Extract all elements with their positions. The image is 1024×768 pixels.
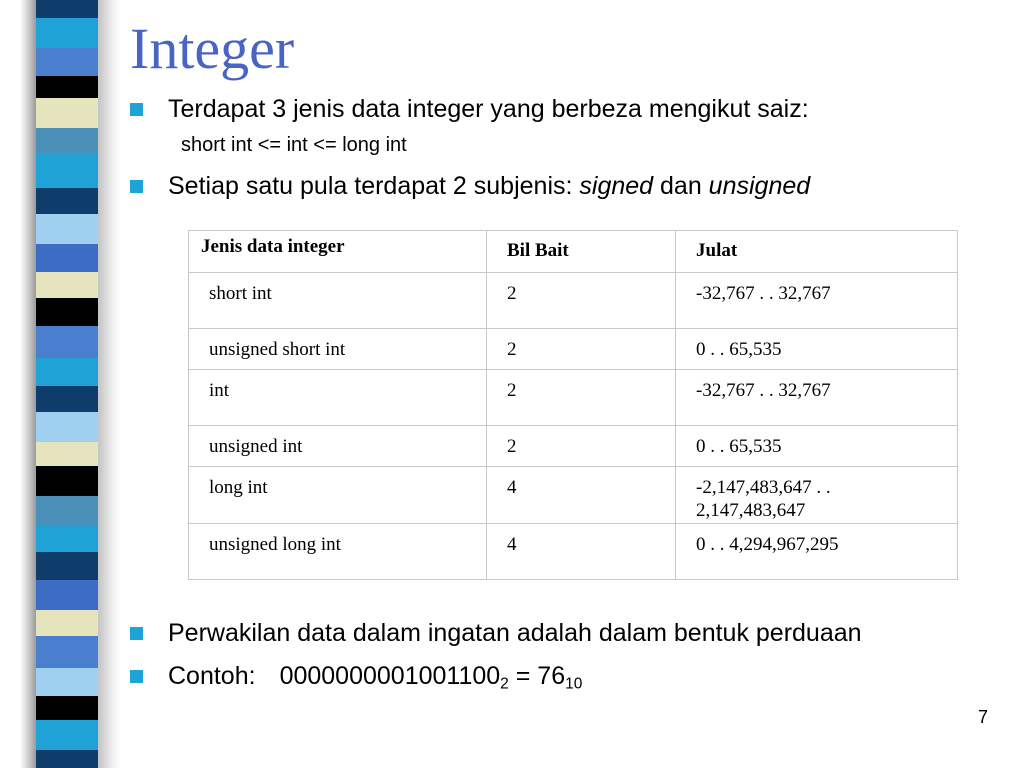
bullet-square-icon (130, 627, 143, 640)
decimal-base: 10 (565, 675, 583, 693)
strip-block (36, 18, 98, 48)
table-cell-type: unsigned int (189, 426, 487, 467)
table-cell-bytes: 2 (487, 426, 676, 467)
slide-title: Integer (130, 16, 295, 81)
table-cell-type: unsigned short int (189, 329, 487, 370)
table-header-row (189, 231, 958, 273)
strip-block (36, 272, 98, 298)
bullet-text: Setiap satu pula terdapat 2 subjenis: (168, 172, 580, 200)
bullet-text: Terdapat 3 jenis data integer yang berbeza mengikut saiz: (168, 95, 809, 123)
page-number: 7 (977, 707, 988, 727)
strip-block (36, 668, 98, 696)
strip-block (36, 526, 98, 552)
decorative-side-strip (36, 0, 98, 768)
unsigned-text: unsigned (708, 172, 811, 200)
example-label: Contoh: (168, 662, 256, 690)
strip-block (36, 696, 98, 720)
table-cell-range: 0 . . 65,535 (676, 426, 958, 467)
table-row (189, 523, 958, 579)
binary-base: 2 (500, 675, 509, 693)
header-cell-bytes: Bil Bait (487, 231, 676, 273)
bullet-square-icon (130, 670, 143, 683)
table-cell-type: short int (189, 273, 487, 329)
table-cell-bytes: 2 (487, 329, 676, 370)
strip-block (36, 580, 98, 610)
strip-block (36, 326, 98, 358)
strip-block (36, 466, 98, 496)
strip-block (36, 358, 98, 386)
table-cell-bytes: 4 (487, 523, 676, 579)
table-cell-range: 0 . . 65,535 (676, 329, 958, 370)
table-row (189, 426, 958, 467)
strip-block (36, 750, 98, 768)
strip-block (36, 636, 98, 668)
strip-block (36, 442, 98, 466)
table-cell-bytes: 2 (487, 370, 676, 426)
table-row (189, 370, 958, 426)
table-cell-bytes: 4 (487, 467, 676, 524)
bullet-square-icon (130, 103, 143, 116)
table-cell-bytes: 2 (487, 273, 676, 329)
signed-text: signed (579, 172, 654, 200)
bullet-text-connector: dan (653, 172, 709, 200)
strip-block (36, 298, 98, 326)
strip-block (36, 386, 98, 412)
strip-block (36, 610, 98, 636)
bullet-example (134, 661, 582, 691)
bullet-text: Perwakilan data dalam ingatan adalah dalam bentuk perduaan (168, 619, 862, 647)
strip-block (36, 496, 98, 526)
table-cell-type: unsigned long int (189, 523, 487, 579)
table-row (189, 467, 958, 524)
bullet-subtypes (134, 171, 810, 201)
strip-block (36, 0, 98, 18)
strip-block (36, 48, 98, 76)
strip-block (36, 552, 98, 580)
strip-block (36, 244, 98, 272)
table-row (189, 273, 958, 329)
strip-block (36, 98, 98, 128)
table-cell-type: long int (189, 467, 487, 524)
table-cell-range: -32,767 . . 32,767 (676, 370, 958, 426)
binary-value: 0000000001001100 (279, 662, 501, 690)
strip-block (36, 128, 98, 154)
bullet-square-icon (130, 180, 143, 193)
bullet-binary-representation (134, 618, 862, 648)
table-cell-type: int (189, 370, 487, 426)
strip-block (36, 412, 98, 442)
table-cell-range: 0 . . 4,294,967,295 (676, 523, 958, 579)
header-cell-type: Jenis data integer (189, 231, 487, 273)
integer-types-table (188, 230, 958, 580)
table-row (189, 329, 958, 370)
strip-block (36, 214, 98, 244)
strip-block (36, 154, 98, 188)
strip-block (36, 720, 98, 750)
strip-block (36, 188, 98, 214)
bullet-integer-types (134, 94, 809, 124)
table-cell-range: -2,147,483,647 . . 2,147,483,647 (676, 467, 958, 524)
header-cell-range: Julat (676, 231, 958, 273)
table-cell-range: -32,767 . . 32,767 (676, 273, 958, 329)
sub-point-size-order: short int <= int <= long int (181, 134, 407, 156)
strip-block (36, 76, 98, 98)
decimal-equals: = 76 (508, 662, 566, 690)
